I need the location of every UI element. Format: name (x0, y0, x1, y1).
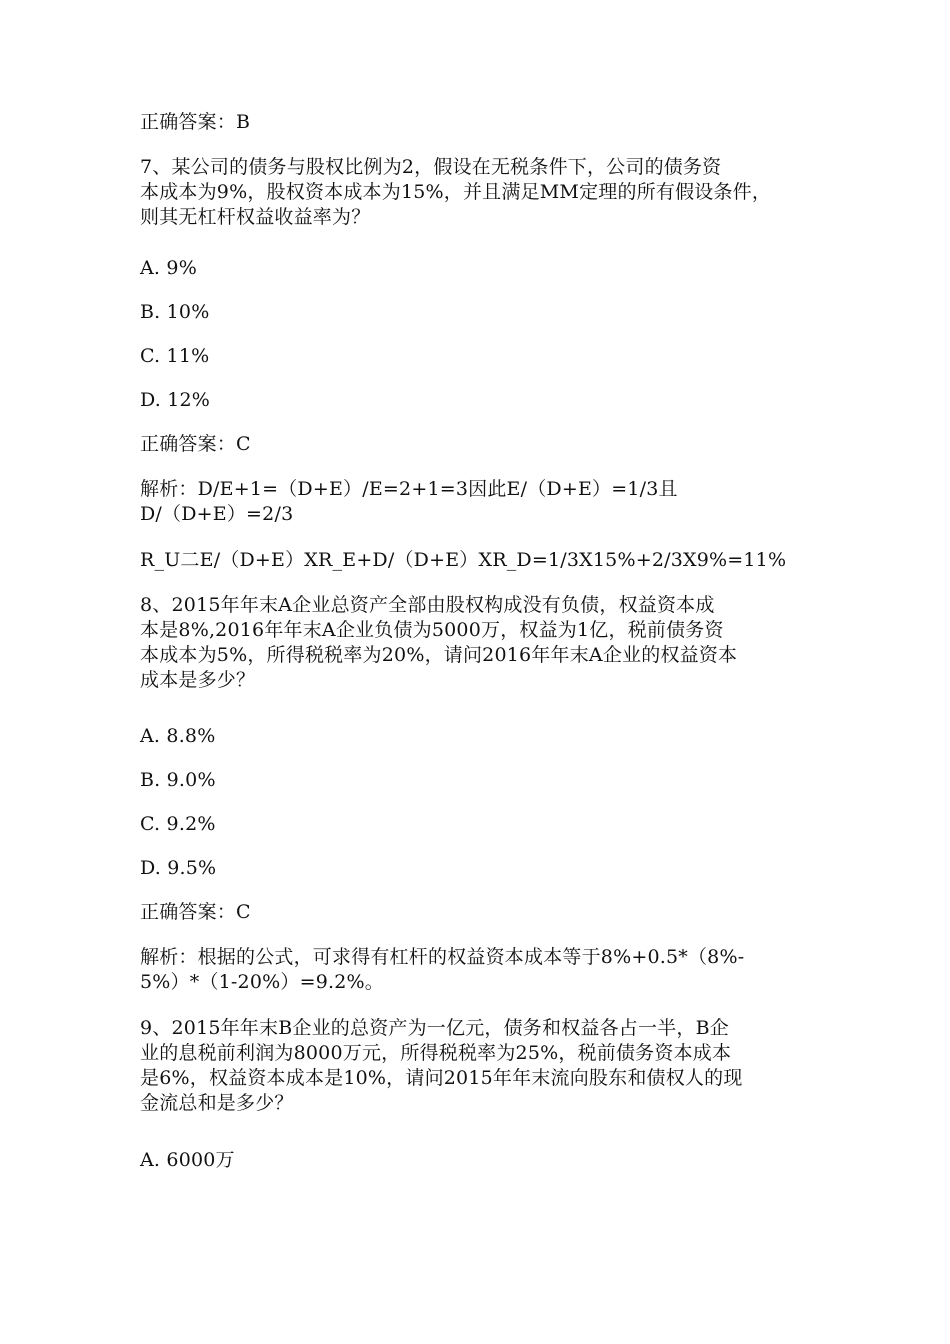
question-line: 成本是多少？ (140, 669, 256, 691)
formula-text: R_U二E/（D+E）XR_E+D/（D+E）XR_D=1/3X15%+2/3X9%=11% (140, 549, 787, 571)
question-7-analysis (140, 477, 840, 527)
option-text: C. 9.2% (140, 813, 216, 835)
question-line: 本成本为9%，股权资本成本为15%，并且满足MM定理的所有假设条件， (140, 181, 772, 203)
question-line: 8、2015年年末A企业总资产全部由股权构成没有负债，权益资本成 (140, 594, 715, 616)
question-line: 金流总和是多少？ (140, 1092, 294, 1114)
question-line: 业的息税前利润为8000万元，所得税税率为25%，税前债务资本成本 (140, 1042, 732, 1064)
question-7-option-a (140, 256, 840, 281)
analysis-line: 解析：根据的公式，可求得有杠杆的权益资本成本等于8%+0.5*（8%- (140, 946, 745, 968)
question-line: 9、2015年年末B企业的总资产为一亿元，债务和权益各占一半，B企 (140, 1017, 729, 1039)
option-text: A. 8.8% (140, 725, 216, 747)
option-text: A. 9% (140, 257, 197, 279)
question-7-option-b (140, 300, 840, 325)
option-text: B. 9.0% (140, 769, 216, 791)
question-8-option-a (140, 724, 840, 749)
question-7-answer (140, 432, 840, 457)
answer-text: 正确答案：B (140, 111, 251, 133)
question-line: 是6%，权益资本成本是10%，请问2015年年末流向股东和债权人的现 (140, 1067, 743, 1089)
question-line: 本是8%,2016年年末A企业负债为5000万，权益为1亿，税前债务资 (140, 619, 724, 641)
question-7-stem (140, 155, 840, 230)
question-8-option-c (140, 812, 840, 837)
previous-answer (140, 110, 840, 135)
question-line: 7、某公司的债务与股权比例为2，假设在无税条件下，公司的债务资 (140, 156, 722, 178)
question-9-option-a (140, 1148, 840, 1173)
question-8-answer (140, 900, 840, 925)
option-text: C. 11% (140, 345, 210, 367)
option-text: D. 12% (140, 389, 211, 411)
analysis-line: 解析：D/E+1=（D+E）/E=2+1=3因此E/（D+E）=1/3且 (140, 478, 678, 500)
option-text: A. 6000万 (140, 1149, 235, 1171)
answer-text: 正确答案：C (140, 433, 251, 455)
question-8-option-d (140, 856, 840, 881)
question-8-stem (140, 593, 840, 693)
question-7-option-d (140, 388, 840, 413)
question-line: 本成本为5%，所得税税率为20%，请问2016年年末A企业的权益资本 (140, 644, 738, 666)
question-8-option-b (140, 768, 840, 793)
question-9-stem (140, 1016, 840, 1116)
question-7-formula (140, 548, 840, 573)
answer-text: 正确答案：C (140, 901, 251, 923)
question-8-analysis (140, 945, 840, 995)
option-text: B. 10% (140, 301, 210, 323)
question-7-option-c (140, 344, 840, 369)
analysis-line: D/（D+E）=2/3 (140, 503, 294, 525)
question-line: 则其无杠杆权益收益率为？ (140, 206, 371, 228)
option-text: D. 9.5% (140, 857, 217, 879)
analysis-line: 5%）*（1-20%）=9.2%。 (140, 971, 384, 993)
